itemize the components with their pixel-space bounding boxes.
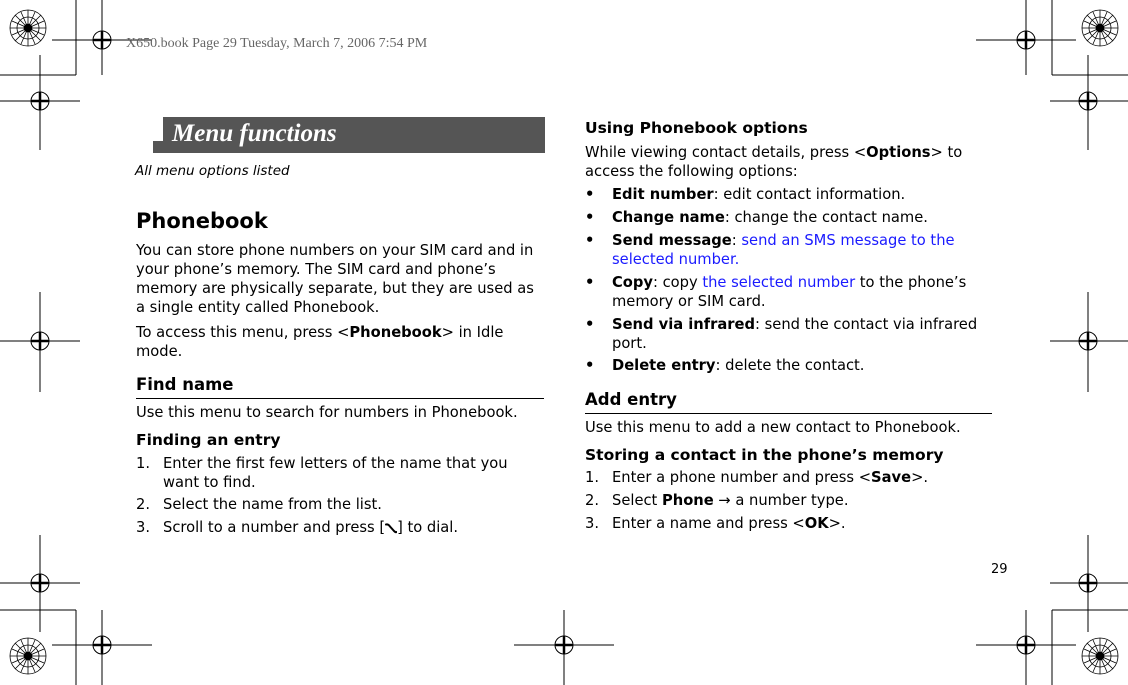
- options-heading: Using Phonebook options: [585, 119, 808, 137]
- option-sep: :: [731, 232, 742, 249]
- access-pre: To access this menu, press <: [136, 324, 350, 341]
- save-key: Save: [871, 469, 912, 486]
- step-post: >.: [828, 515, 846, 532]
- find-step-3: [136, 518, 536, 537]
- step-number: 3.: [585, 515, 600, 532]
- bullet: •: [585, 209, 595, 226]
- option-desc: : edit contact information.: [713, 186, 906, 203]
- options-intro: [585, 143, 985, 181]
- banner-tab: [153, 117, 163, 141]
- send-sms-link[interactable]: send an SMS message to the selected number.: [612, 232, 955, 268]
- step-number: 2.: [585, 492, 600, 509]
- step-number: 2.: [136, 496, 151, 513]
- step-text: Enter the first few letters of the name that you want to find.: [163, 455, 508, 491]
- add-entry-desc-text: Use this menu to add a new contact to Phonebook.: [585, 419, 961, 436]
- option-term: Edit number: [612, 186, 714, 203]
- option-send-infrared: [585, 315, 985, 353]
- banner-title: Menu functions: [172, 120, 337, 147]
- banner-subtitle: All menu options listed: [135, 163, 290, 179]
- step-pre: Enter a phone number and press <: [612, 469, 872, 486]
- option-change-name: [585, 208, 985, 227]
- bullet: •: [585, 186, 595, 203]
- ok-key: OK: [804, 515, 829, 532]
- step-text: Select the name from the list.: [163, 496, 382, 513]
- phonebook-intro: [136, 241, 546, 317]
- option-term: Change name: [612, 209, 725, 226]
- step-pre: Enter a name and press <: [612, 515, 805, 532]
- option-send-message: [585, 231, 985, 269]
- find-step-1: [136, 454, 536, 492]
- phonebook-key: Phonebook: [349, 324, 442, 341]
- option-edit-number: [585, 185, 985, 204]
- add-entry-desc: [585, 418, 995, 437]
- option-delete-entry: [585, 356, 985, 375]
- options-intro-post: > to access the following options:: [585, 144, 963, 180]
- add-entry-heading: Add entry: [585, 390, 677, 409]
- add-step-2: [585, 491, 985, 510]
- selected-number-link[interactable]: the selected number: [702, 274, 856, 291]
- phonebook-intro-text: You can store phone numbers on your SIM card and in your phone’s memory. The SIM card and phone’s memory are physically separate, but they are used as a single entity called Phonebook.: [136, 242, 534, 316]
- phonebook-access: [136, 323, 546, 361]
- option-desc: : delete the contact.: [715, 357, 865, 374]
- options-intro-pre: While viewing contact details, press <: [585, 144, 867, 161]
- options-key: Options: [866, 144, 931, 161]
- add-entry-rule: [585, 413, 992, 414]
- option-pre: : copy: [652, 274, 703, 291]
- find-name-desc: [136, 403, 546, 422]
- add-step-1: [585, 468, 985, 487]
- storing-contact-heading: Storing a contact in the phone’s memory: [585, 446, 944, 464]
- step-text-after: ] to dial.: [397, 519, 459, 536]
- option-copy: [585, 273, 985, 311]
- find-name-heading: Find name: [136, 375, 234, 394]
- step-number: 3.: [136, 519, 151, 536]
- bullet: •: [585, 357, 595, 374]
- step-pre: Select: [612, 492, 662, 509]
- find-step-2: [136, 495, 536, 514]
- page-number: 29: [991, 562, 1008, 577]
- bullet: •: [585, 316, 595, 333]
- option-post: to the phone’s memory or SIM card.: [612, 274, 967, 310]
- finding-entry-heading: Finding an entry: [136, 431, 281, 449]
- option-term: Copy: [612, 274, 653, 291]
- print-header: X650.book Page 29 Tuesday, March 7, 2006 7:54 PM: [126, 36, 428, 51]
- step-number: 1.: [585, 469, 600, 486]
- bullet: •: [585, 232, 595, 249]
- step-post: → a number type.: [713, 492, 849, 509]
- option-term: Send message: [612, 232, 732, 249]
- option-term: Delete entry: [612, 357, 716, 374]
- phonebook-heading: Phonebook: [136, 209, 268, 233]
- add-step-3: [585, 514, 985, 533]
- find-name-desc-text: Use this menu to search for numbers in Phonebook.: [136, 404, 518, 421]
- phone-key: Phone: [661, 492, 714, 509]
- step-text: Scroll to a number and press [: [163, 519, 386, 536]
- step-number: 1.: [136, 455, 151, 472]
- find-name-rule: [136, 398, 544, 399]
- option-desc: : change the contact name.: [724, 209, 928, 226]
- dial-icon: [385, 523, 397, 534]
- step-post: >.: [911, 469, 929, 486]
- option-term: Send via infrared: [612, 316, 756, 333]
- option-desc: : send the contact via infrared port.: [612, 316, 978, 352]
- access-post: > in Idle mode.: [136, 324, 504, 360]
- bullet: •: [585, 274, 595, 291]
